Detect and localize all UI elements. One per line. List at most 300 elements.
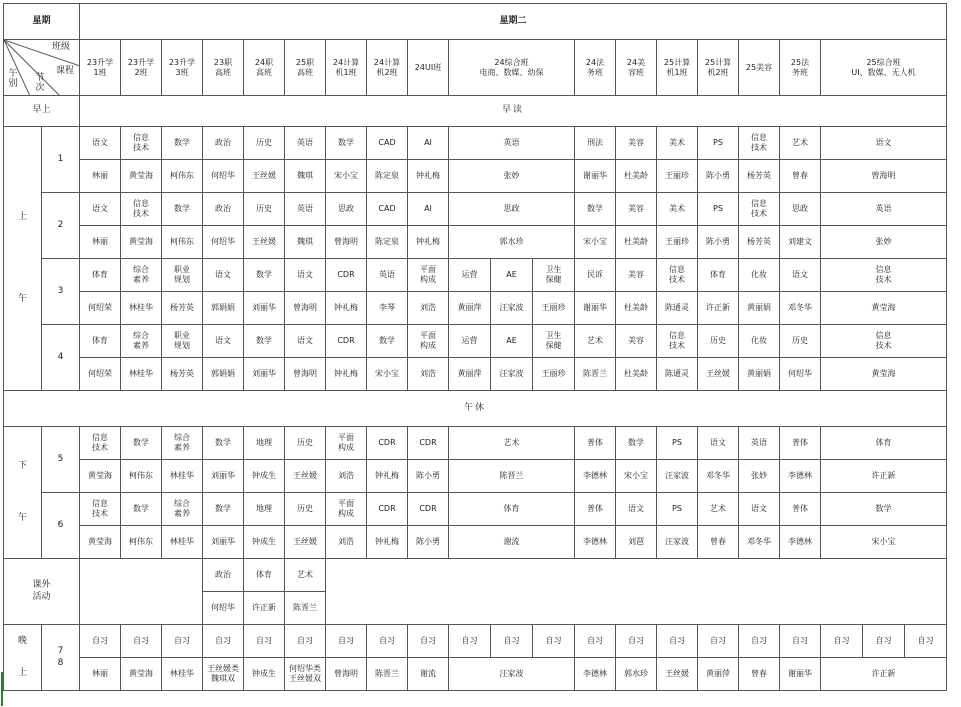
teacher-cell: 汪家波 [657, 526, 698, 559]
class-header: 23职 高班 [203, 40, 244, 96]
teacher-cell: 刘浩 [326, 526, 367, 559]
teacher-cell: 陈定泉 [367, 226, 408, 259]
class-header: 24计算 机1班 [326, 40, 367, 96]
teacher-cell: 黄莹海 [121, 226, 162, 259]
subject-cell: 民诉 [575, 259, 616, 292]
subject-cell: 体育 [821, 427, 947, 460]
subject-cell: 数学 [121, 427, 162, 460]
teacher-cell: 曾海明 [285, 358, 326, 391]
teacher-cell: 宋小宝 [575, 226, 616, 259]
teacher-cell: 黄莹海 [80, 460, 121, 493]
teacher-cell: 王丝媛 [244, 160, 285, 193]
subject-cell: 平面 构成 [408, 259, 449, 292]
teacher-cell: 曾海明 [326, 658, 367, 691]
teacher-cell: 汪家波 [449, 658, 575, 691]
teacher-cell: 刘丽华 [203, 526, 244, 559]
teacher-cell: 刘浩 [326, 460, 367, 493]
teacher-cell: 王丝媛 [285, 526, 326, 559]
eve-label-2: 上 [17, 667, 27, 678]
teacher-cell: 钟礼梅 [326, 358, 367, 391]
teacher-cell: 黄丽萍 [698, 658, 739, 691]
teacher-cell: 许正新 [821, 658, 947, 691]
morning-block-label [4, 127, 42, 391]
day-title: 星期二 [80, 4, 947, 40]
subject-cell: 自习 [491, 625, 533, 658]
teacher-cell: 谢流 [408, 658, 449, 691]
subject-cell: CDR [367, 493, 408, 526]
subject-cell: 数学 [162, 193, 203, 226]
morning-reading: 早读 [80, 96, 947, 127]
subject-cell: 自习 [244, 625, 285, 658]
subject-cell: 数学 [162, 127, 203, 160]
diagonal-corner-header [4, 40, 80, 96]
teacher-cell: 魏琪 [285, 226, 326, 259]
teacher-cell: 陈小勇 [408, 460, 449, 493]
subject-cell: 信息 技术 [80, 493, 121, 526]
teacher-cell: 李德林 [575, 658, 616, 691]
teacher-cell: 杨芳英 [162, 358, 203, 391]
subject-cell: 信息 技术 [657, 259, 698, 292]
period-number: 6 [42, 493, 80, 559]
teacher-cell: 陈通灵 [657, 358, 698, 391]
class-header: 25计算 机1班 [657, 40, 698, 96]
teacher-cell: 杜美龄 [616, 226, 657, 259]
label-course: 课程 [56, 66, 75, 76]
teacher-cell: 王丽珍 [657, 226, 698, 259]
teacher-cell: 黄丽娟 [739, 358, 780, 391]
teacher-cell: 谢流 [449, 526, 575, 559]
subject-cell: 自习 [863, 625, 905, 658]
subject-cell: 美容 [616, 193, 657, 226]
class-schedule-table [3, 3, 947, 691]
teacher-cell: 林桂华 [121, 292, 162, 325]
class-header: 24综合班 电商、数媒、幼保 [449, 40, 575, 96]
teacher-cell: 许正新 [821, 460, 947, 493]
class-header: 25职 高班 [285, 40, 326, 96]
subject-cell: 历史 [780, 325, 821, 358]
subject-cell: 英语 [739, 427, 780, 460]
teacher-cell: 曾春 [739, 658, 780, 691]
teacher-cell: 林丽 [80, 658, 121, 691]
teacher-cell: 汪家波 [491, 358, 533, 391]
subject-cell: 自习 [285, 625, 326, 658]
teacher-cell: 黄莹海 [121, 658, 162, 691]
teacher-cell: 何绍荣 [80, 358, 121, 391]
teacher-cell: 黄丽萍 [449, 358, 491, 391]
subject-cell: 平面 构成 [326, 493, 367, 526]
subject-cell: 英语 [821, 193, 947, 226]
class-header: 24UI班 [408, 40, 449, 96]
teacher-cell: 郭水珍 [616, 658, 657, 691]
teacher-cell: 曾春 [698, 526, 739, 559]
teacher-cell: 郭水珍 [449, 226, 575, 259]
teacher-cell: 郭娟娟 [203, 358, 244, 391]
subject-cell: 自习 [449, 625, 491, 658]
teacher-cell: 杜美龄 [616, 358, 657, 391]
class-header: 25综合班 UI、数媒、无人机 [821, 40, 947, 96]
subject-cell: 数学 [616, 427, 657, 460]
subject-cell: 数学 [244, 259, 285, 292]
subject-cell: 历史 [285, 427, 326, 460]
teacher-cell: 邓冬华 [739, 526, 780, 559]
teacher-cell: 黄莹海 [80, 526, 121, 559]
subject-cell: 语文 [739, 493, 780, 526]
subject-cell: 体育 [80, 325, 121, 358]
subject-cell: PS [657, 427, 698, 460]
am-label-2: 午 [17, 293, 27, 304]
subject-cell: 信息 技术 [739, 127, 780, 160]
teacher-cell: 王丽珍 [657, 160, 698, 193]
teacher-cell: 刘建文 [780, 226, 821, 259]
teacher-cell: 曾春 [780, 160, 821, 193]
subject-cell: 英语 [285, 127, 326, 160]
subject-cell: 语文 [616, 493, 657, 526]
subject-cell: 语文 [80, 127, 121, 160]
subject-cell: 综合 素养 [121, 259, 162, 292]
teacher-cell: 宋小宝 [616, 460, 657, 493]
subject-cell: 数学 [326, 127, 367, 160]
teacher-cell: 李德林 [780, 460, 821, 493]
teacher-cell: 许正新 [244, 592, 285, 625]
eve-label-1: 晚 [17, 636, 27, 647]
subject-cell: 美容 [616, 127, 657, 160]
label-period: 节次 [35, 73, 45, 93]
subject-cell: 数学 [821, 493, 947, 526]
teacher-cell: 陈晋兰 [285, 592, 326, 625]
teacher-cell: 黄莹海 [121, 160, 162, 193]
period-number: 5 [42, 427, 80, 493]
period-number: 7 8 [42, 625, 80, 691]
teacher-cell: 李琴 [367, 292, 408, 325]
empty-cell [80, 559, 203, 625]
teacher-cell: 钟成生 [244, 658, 285, 691]
subject-cell: 历史 [698, 325, 739, 358]
empty-cell [326, 559, 947, 625]
subject-cell: 思政 [780, 193, 821, 226]
teacher-cell: 张妙 [821, 226, 947, 259]
subject-cell: 语文 [80, 193, 121, 226]
subject-cell: CAD [367, 193, 408, 226]
teacher-cell: 黄莹海 [821, 292, 947, 325]
teacher-cell: 钟礼梅 [367, 460, 408, 493]
subject-cell: 职业 规划 [162, 325, 203, 358]
subject-cell: 信息 技术 [121, 127, 162, 160]
class-header: 23升学 2班 [121, 40, 162, 96]
teacher-cell: 林桂华 [121, 358, 162, 391]
teacher-cell: 杜美龄 [616, 160, 657, 193]
weekday-header: 星期 [4, 4, 80, 40]
subject-cell: 美术 [657, 193, 698, 226]
teacher-cell: 陈小勇 [698, 160, 739, 193]
subject-cell: 普体 [780, 427, 821, 460]
subject-cell: 美容 [616, 259, 657, 292]
teacher-cell: 钟礼梅 [408, 160, 449, 193]
subject-cell: 体育 [449, 493, 575, 526]
subject-cell: 艺术 [285, 559, 326, 592]
subject-cell: 历史 [285, 493, 326, 526]
pm-label-2: 午 [17, 512, 27, 523]
subject-cell: 思政 [449, 193, 575, 226]
subject-cell: 刑法 [575, 127, 616, 160]
subject-cell: 信息 技术 [821, 325, 947, 358]
teacher-cell: 邓冬华 [698, 460, 739, 493]
period-number: 2 [42, 193, 80, 259]
teacher-cell: 何绍华 [203, 592, 244, 625]
subject-cell: 自习 [326, 625, 367, 658]
teacher-cell: 杨芳英 [739, 160, 780, 193]
teacher-cell: 林桂华 [162, 460, 203, 493]
subject-cell: 语文 [285, 259, 326, 292]
teacher-cell: 柯伟东 [121, 460, 162, 493]
subject-cell: 普体 [575, 427, 616, 460]
subject-cell: 艺术 [449, 427, 575, 460]
subject-cell: 历史 [244, 193, 285, 226]
teacher-cell: 何绍华 [780, 358, 821, 391]
subject-cell: PS [698, 193, 739, 226]
subject-cell: 数学 [244, 325, 285, 358]
subject-cell: 地理 [244, 493, 285, 526]
subject-cell: 信息 技术 [821, 259, 947, 292]
subject-cell: PS [698, 127, 739, 160]
teacher-cell: 王丽珍 [533, 358, 575, 391]
teacher-cell: 柯伟东 [162, 160, 203, 193]
teacher-cell: 何绍华类 王丝媛双 [285, 658, 326, 691]
teacher-cell: 刘浩 [408, 292, 449, 325]
teacher-cell: 刘丽华 [203, 460, 244, 493]
teacher-cell: 陈晋兰 [575, 358, 616, 391]
subject-cell: CDR [408, 427, 449, 460]
subject-cell: 数学 [575, 193, 616, 226]
teacher-cell: 黄丽娟 [739, 292, 780, 325]
teacher-cell: 汪家波 [657, 460, 698, 493]
subject-cell: 自习 [739, 625, 780, 658]
teacher-cell: 王丝媛 [657, 658, 698, 691]
teacher-cell: 刘琶 [616, 526, 657, 559]
subject-cell: AI [408, 127, 449, 160]
period-number: 4 [42, 325, 80, 391]
subject-cell: 数学 [203, 493, 244, 526]
class-header: 23升学 1班 [80, 40, 121, 96]
subject-cell: 自习 [162, 625, 203, 658]
subject-cell: CDR [367, 427, 408, 460]
subject-cell: 自习 [780, 625, 821, 658]
teacher-cell: 郭娟娟 [203, 292, 244, 325]
teacher-cell: 钟成生 [244, 460, 285, 493]
teacher-cell: 曾海明 [821, 160, 947, 193]
afternoon-block-label [4, 427, 42, 559]
class-header: 24法 务班 [575, 40, 616, 96]
teacher-cell: 何绍荣 [80, 292, 121, 325]
teacher-cell: 陈小勇 [698, 226, 739, 259]
teacher-cell: 王丝媛 [285, 460, 326, 493]
class-header: 25计算 机2班 [698, 40, 739, 96]
subject-cell: 普体 [780, 493, 821, 526]
teacher-cell: 钟成生 [244, 526, 285, 559]
subject-cell: 卫生 保健 [533, 325, 575, 358]
subject-cell: 体育 [244, 559, 285, 592]
subject-cell: CDR [326, 259, 367, 292]
subject-cell: 英语 [367, 259, 408, 292]
teacher-cell: 宋小宝 [326, 160, 367, 193]
teacher-cell: 刘丽华 [244, 358, 285, 391]
subject-cell: 自习 [821, 625, 863, 658]
subject-cell: 政治 [203, 193, 244, 226]
subject-cell: CAD [367, 127, 408, 160]
teacher-cell: 刘浩 [408, 358, 449, 391]
subject-cell: 自习 [203, 625, 244, 658]
subject-cell: 信息 技术 [739, 193, 780, 226]
subject-cell: 语文 [780, 259, 821, 292]
teacher-cell: 黄丽萍 [449, 292, 491, 325]
teacher-cell: 黄莹海 [821, 358, 947, 391]
teacher-cell: 林桂华 [162, 658, 203, 691]
class-header: 25美容 [739, 40, 780, 96]
subject-cell: 职业 规划 [162, 259, 203, 292]
subject-cell: 自习 [698, 625, 739, 658]
subject-cell: 地理 [244, 427, 285, 460]
teacher-cell: 王丝媛 [698, 358, 739, 391]
class-header: 25法 务班 [780, 40, 821, 96]
subject-cell: 平面 构成 [408, 325, 449, 358]
teacher-cell: 杨芳英 [162, 292, 203, 325]
class-header: 24职 高班 [244, 40, 285, 96]
teacher-cell: 林丽 [80, 160, 121, 193]
teacher-cell: 宋小宝 [821, 526, 947, 559]
teacher-cell: 李德林 [575, 526, 616, 559]
teacher-cell: 林丽 [80, 226, 121, 259]
am-label-1: 上 [17, 212, 27, 223]
subject-cell: 语文 [285, 325, 326, 358]
teacher-cell: 邓冬华 [780, 292, 821, 325]
subject-cell: 运营 [449, 259, 491, 292]
subject-cell: 自习 [657, 625, 698, 658]
subject-cell: 平面 构成 [326, 427, 367, 460]
row-selection-marker [1, 672, 3, 706]
subject-cell: 体育 [80, 259, 121, 292]
teacher-cell: 王丽珍 [533, 292, 575, 325]
teacher-cell: 杨芳英 [739, 226, 780, 259]
subject-cell: 语文 [698, 427, 739, 460]
teacher-cell: 钟礼梅 [367, 526, 408, 559]
teacher-cell: 李德林 [780, 526, 821, 559]
subject-cell: 艺术 [575, 325, 616, 358]
teacher-cell: 李德林 [575, 460, 616, 493]
teacher-cell: 汪家波 [491, 292, 533, 325]
teacher-cell: 曾海明 [285, 292, 326, 325]
teacher-cell: 钟礼梅 [408, 226, 449, 259]
subject-cell: 数学 [203, 427, 244, 460]
subject-cell: 自习 [80, 625, 121, 658]
pm-label-1: 下 [17, 461, 27, 472]
subject-cell: CDR [408, 493, 449, 526]
subject-cell: 化妆 [739, 259, 780, 292]
period-number: 1 [42, 127, 80, 193]
teacher-cell: 陈通灵 [657, 292, 698, 325]
subject-cell: AE [491, 259, 533, 292]
teacher-cell: 曾海明 [326, 226, 367, 259]
subject-cell: 自习 [121, 625, 162, 658]
subject-cell: 运营 [449, 325, 491, 358]
subject-cell: 自习 [367, 625, 408, 658]
teacher-cell: 张妙 [449, 160, 575, 193]
teacher-cell: 何绍华 [203, 160, 244, 193]
subject-cell: 自习 [905, 625, 947, 658]
subject-cell: PS [657, 493, 698, 526]
teacher-cell: 杜美龄 [616, 292, 657, 325]
class-header: 24美 容班 [616, 40, 657, 96]
label-class: 班级 [52, 42, 71, 52]
subject-cell: AI [408, 193, 449, 226]
teacher-cell: 陈晋兰 [367, 658, 408, 691]
subject-cell: 美容 [616, 325, 657, 358]
teacher-cell: 魏琪 [285, 160, 326, 193]
subject-cell: 自习 [575, 625, 616, 658]
teacher-cell: 宋小宝 [367, 358, 408, 391]
noon-break: 午休 [4, 391, 947, 427]
teacher-cell: 林桂华 [162, 526, 203, 559]
teacher-cell: 张妙 [739, 460, 780, 493]
teacher-cell: 谢丽华 [575, 160, 616, 193]
subject-cell: 语文 [203, 259, 244, 292]
subject-cell: 自习 [533, 625, 575, 658]
teacher-cell: 谢丽华 [575, 292, 616, 325]
subject-cell: 综合 素养 [162, 427, 203, 460]
subject-cell: 历史 [244, 127, 285, 160]
subject-cell: 艺术 [698, 493, 739, 526]
teacher-cell: 刘丽华 [244, 292, 285, 325]
teacher-cell: 陈小勇 [408, 526, 449, 559]
subject-cell: 英语 [285, 193, 326, 226]
subject-cell: 美术 [657, 127, 698, 160]
teacher-cell: 王丝媛类 魏琪双 [203, 658, 244, 691]
subject-cell: 化妆 [739, 325, 780, 358]
subject-cell: 自习 [616, 625, 657, 658]
subject-cell: 英语 [449, 127, 575, 160]
subject-cell: 艺术 [780, 127, 821, 160]
morning-label: 早上 [4, 96, 80, 127]
subject-cell: 信息 技术 [657, 325, 698, 358]
subject-cell: 卫生 保健 [533, 259, 575, 292]
subject-cell: AE [491, 325, 533, 358]
subject-cell: 数学 [121, 493, 162, 526]
teacher-cell: 柯伟东 [162, 226, 203, 259]
subject-cell: 信息 技术 [121, 193, 162, 226]
teacher-cell: 王丝媛 [244, 226, 285, 259]
teacher-cell: 许正新 [698, 292, 739, 325]
subject-cell: 自习 [408, 625, 449, 658]
subject-cell: 体育 [698, 259, 739, 292]
teacher-cell: 谢丽华 [780, 658, 821, 691]
subject-cell: 语文 [821, 127, 947, 160]
teacher-cell: 何绍华 [203, 226, 244, 259]
label-half-day: 午别 [8, 69, 18, 89]
subject-cell: 语文 [203, 325, 244, 358]
subject-cell: 政治 [203, 559, 244, 592]
period-number: 3 [42, 259, 80, 325]
subject-cell: 综合 素养 [162, 493, 203, 526]
subject-cell: 思政 [326, 193, 367, 226]
class-header: 24计算 机2班 [367, 40, 408, 96]
subject-cell: 信息 技术 [80, 427, 121, 460]
teacher-cell: 柯伟东 [121, 526, 162, 559]
class-header: 23升学 3班 [162, 40, 203, 96]
subject-cell: CDR [326, 325, 367, 358]
evening-block-label [4, 625, 42, 691]
subject-cell: 综合 素养 [121, 325, 162, 358]
teacher-cell: 陈定泉 [367, 160, 408, 193]
subject-cell: 数学 [367, 325, 408, 358]
teacher-cell: 陈晋兰 [449, 460, 575, 493]
